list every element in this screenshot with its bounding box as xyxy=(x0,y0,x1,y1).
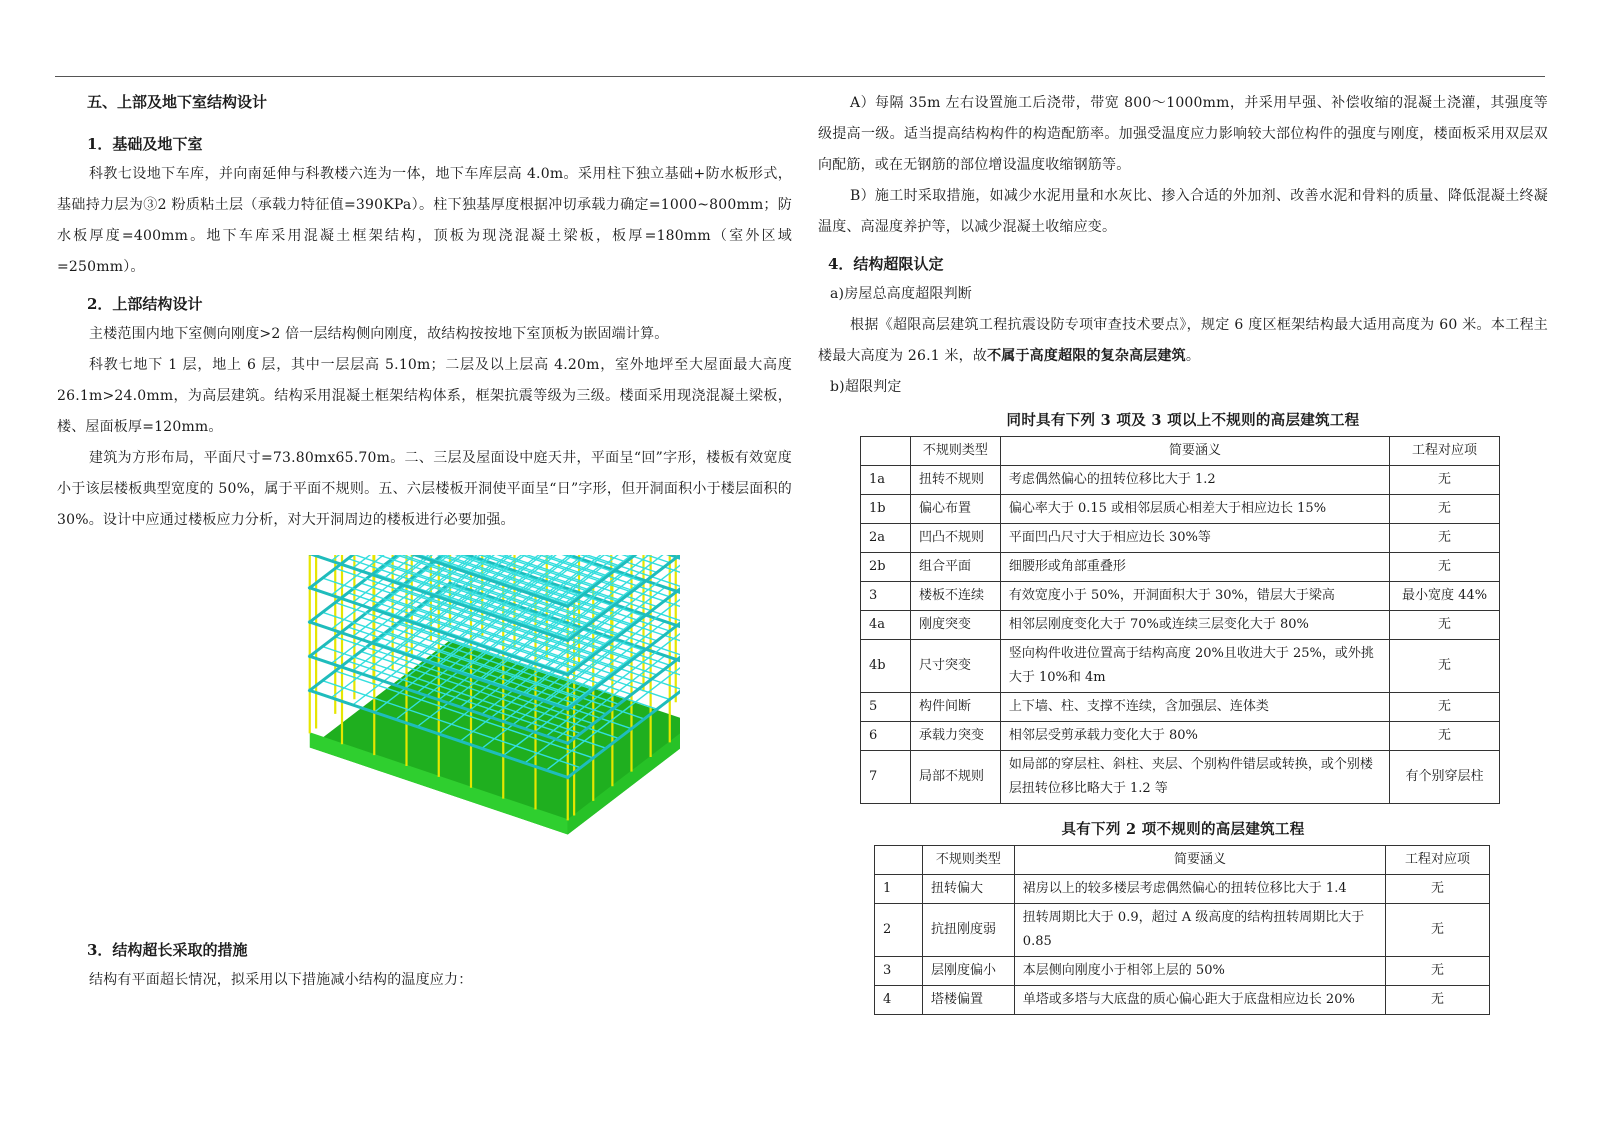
table1-cell: 细腰形或角部重叠形 xyxy=(1000,553,1389,582)
frame-model-icon xyxy=(310,555,680,834)
table2-cell: 1 xyxy=(875,875,923,904)
table2-cell: 3 xyxy=(875,957,923,986)
section-title: 五、上部及地下室结构设计 xyxy=(87,93,268,111)
table1-cell: 7 xyxy=(861,751,911,804)
table1-header-cell: 工程对应项 xyxy=(1390,437,1500,466)
table1-cell: 无 xyxy=(1390,611,1500,640)
table1-cell: 相邻层刚度变化大于 70%或连续三层变化大于 80% xyxy=(1000,611,1389,640)
left-column-bottom xyxy=(57,925,792,996)
table1-title: 同时具有下列 3 项及 3 项以上不规则的高层建筑工程 xyxy=(1006,412,1360,429)
table1-cell: 竖向构件收进位置高于结构高度 20%且收进大于 25%，或外挑大于 10%和 4m xyxy=(1000,640,1389,693)
table1-cell: 无 xyxy=(1390,466,1500,495)
s2-p3: 建筑为方形布局，平面尺寸=73.80mx65.70m。二、三层及屋面设中庭天井，平面呈“回”字形，楼板有效宽度小于该层楼板典型宽度的 50%，属于平面不规则。五、六层楼板开洞使平面呈“日”字形，但开洞面积小于楼层面积的 30%。设计中应通过楼板应力分析，对大开洞周边的楼板进行必要加强。 xyxy=(57,450,792,528)
table1-cell: 无 xyxy=(1390,553,1500,582)
table1-cell: 4b xyxy=(861,640,911,693)
s4-a-text-2: 。 xyxy=(1185,348,1201,364)
table1-cell: 无 xyxy=(1390,722,1500,751)
table1-row xyxy=(861,611,1500,640)
s4-title: 4．结构超限认定 xyxy=(828,255,944,273)
table2-row xyxy=(875,904,1490,957)
table1-cell: 相邻层受剪承载力变化大于 80% xyxy=(1000,722,1389,751)
table2-cell: 裙房以上的较多楼层考虑偶然偏心的扭转位移比大于 1.4 xyxy=(1014,875,1385,904)
measure-b: B）施工时采取措施，如减少水泥用量和水灰比、掺入合适的外加剂、改善水泥和骨料的质量、降低混凝土终凝温度、高湿度养护等，以减少混凝土收缩应变。 xyxy=(818,188,1548,235)
table1-cell: 考虑偶然偏心的扭转位移比大于 1.2 xyxy=(1000,466,1389,495)
table2-cell: 扭转偏大 xyxy=(922,875,1014,904)
table2-cell: 无 xyxy=(1386,904,1490,957)
table1-row xyxy=(861,524,1500,553)
left-column xyxy=(57,88,792,536)
table1-cell: 尺寸突变 xyxy=(910,640,1000,693)
table2-row xyxy=(875,875,1490,904)
s3-title: 3．结构超长采取的措施 xyxy=(87,941,248,959)
table1-header-row xyxy=(861,437,1500,466)
table2-cell: 无 xyxy=(1386,986,1490,1015)
s1-title: 1．基础及地下室 xyxy=(87,135,203,153)
table1-header-cell: 不规则类型 xyxy=(910,437,1000,466)
table1-row xyxy=(861,466,1500,495)
table1 xyxy=(860,436,1500,804)
table1-header-cell: 简要涵义 xyxy=(1000,437,1389,466)
table1-cell: 上下墙、柱、支撑不连续，含加强层、连体类 xyxy=(1000,693,1389,722)
table2-cell: 4 xyxy=(875,986,923,1015)
table2-header-row xyxy=(875,846,1490,875)
top-rule xyxy=(55,76,1545,77)
table2-cell: 单塔或多塔与大底盘的质心偏心距大于底盘相应边长 20% xyxy=(1014,986,1385,1015)
table1-cell: 无 xyxy=(1390,640,1500,693)
measure-a: A）每隔 35m 左右设置施工后浇带，带宽 800～1000mm，并采用早强、补偿收缩的混凝土浇灌，其强度等级提高一级。适当提高结构构件的构造配筋率。加强受温度应力影响较大部位构件的强度与刚度，楼面板采用双层双向配筋，或在无钢筋的部位增设温度收缩钢筋等。 xyxy=(818,95,1548,173)
table1-cell: 1a xyxy=(861,466,911,495)
table1-cell: 无 xyxy=(1390,495,1500,524)
table2-cell: 抗扭刚度弱 xyxy=(922,904,1014,957)
table2 xyxy=(874,845,1490,1015)
table1-cell: 偏心率大于 0.15 或相邻层质心相差大于相应边长 15% xyxy=(1000,495,1389,524)
table2-cell: 本层侧向刚度小于相邻上层的 50% xyxy=(1014,957,1385,986)
table2-cell: 层刚度偏小 xyxy=(922,957,1014,986)
table1-row xyxy=(861,495,1500,524)
table1-row xyxy=(861,722,1500,751)
table1-cell: 构件间断 xyxy=(910,693,1000,722)
table1-cell: 凹凸不规则 xyxy=(910,524,1000,553)
table1-cell: 局部不规则 xyxy=(910,751,1000,804)
table1-cell: 3 xyxy=(861,582,911,611)
s4-a-text-1: 根据《超限高层建筑工程抗震设防专项审查技术要点》，规定 6 度区框架结构最大适用高度为 60 米。本工程主楼最大高度为 26.1 米，故 xyxy=(818,317,1548,364)
table1-cell: 承载力突变 xyxy=(910,722,1000,751)
s4-a-conclusion: 不属于高度超限的复杂高层建筑 xyxy=(987,348,1186,364)
table1-cell: 2a xyxy=(861,524,911,553)
table1-cell: 刚度突变 xyxy=(910,611,1000,640)
table1-cell: 2b xyxy=(861,553,911,582)
s2-p1: 主楼范围内地下室侧向刚度>2 倍一层结构侧向刚度，故结构按按地下室顶板为嵌固端计算。 xyxy=(89,326,669,342)
s4-a-para xyxy=(818,310,1548,372)
table2-cell: 塔楼偏置 xyxy=(922,986,1014,1015)
table1-cell: 有个别穿层柱 xyxy=(1390,751,1500,804)
table2-cell: 无 xyxy=(1386,957,1490,986)
table1-cell: 扭转不规则 xyxy=(910,466,1000,495)
s4-b-label: b)超限判定 xyxy=(830,379,902,395)
structural-model-figure xyxy=(150,555,680,935)
table1-cell: 组合平面 xyxy=(910,553,1000,582)
s1-para: 科教七设地下车库，并向南延伸与科教楼六连为一体，地下车库层高 4.0m。采用柱下独立基础+防水板形式，基础持力层为③2 粉质粘土层（承载力特征值=390KPa）。柱下独基厚度根据冲切承载力确定=1000~800mm；防水板厚度=400mm。地下车库采用混凝土框架结构，顶板为现浇混凝土梁板，板厚=180mm（室外区域=250mm）。 xyxy=(57,166,792,275)
table1-row xyxy=(861,751,1500,804)
table1-cell: 5 xyxy=(861,693,911,722)
table1-row xyxy=(861,640,1500,693)
table1-cell: 有效宽度小于 50%，开洞面积大于 30%，错层大于梁高 xyxy=(1000,582,1389,611)
table2-title: 具有下列 2 项不规则的高层建筑工程 xyxy=(1061,821,1305,838)
table1-row xyxy=(861,693,1500,722)
table2-header-cell: 工程对应项 xyxy=(1386,846,1490,875)
table1-cell: 6 xyxy=(861,722,911,751)
table2-header-cell: 不规则类型 xyxy=(922,846,1014,875)
table2-cell: 2 xyxy=(875,904,923,957)
table2-header-cell: 简要涵义 xyxy=(1014,846,1385,875)
right-column xyxy=(818,88,1548,1015)
table2-cell: 扭转周期比大于 0.9，超过 A 级高度的结构扭转周期比大于 0.85 xyxy=(1014,904,1385,957)
s2-p2: 科教七地下 1 层，地上 6 层，其中一层层高 5.10m；二层及以上层高 4.20m，室外地坪至大屋面最大高度 26.1m>24.0mm，为高层建筑。结构采用混凝土框架结构体系，框架抗震等级为三级。楼面采用现浇混凝土梁板，楼、屋面板厚=120mm。 xyxy=(57,357,792,435)
s2-title: 2．上部结构设计 xyxy=(87,295,203,313)
table1-cell: 无 xyxy=(1390,524,1500,553)
table1-cell: 平面凹凸尺寸大于相应边长 30%等 xyxy=(1000,524,1389,553)
table2-header-cell xyxy=(875,846,923,875)
table2-row xyxy=(875,957,1490,986)
table1-cell: 最小宽度 44% xyxy=(1390,582,1500,611)
table1-cell: 4a xyxy=(861,611,911,640)
table2-cell: 无 xyxy=(1386,875,1490,904)
s3-para: 结构有平面超长情况，拟采用以下措施减小结构的温度应力： xyxy=(89,972,473,988)
table1-row xyxy=(861,553,1500,582)
s4-a-label: a)房屋总高度超限判断 xyxy=(830,286,973,302)
table1-cell: 无 xyxy=(1390,693,1500,722)
table1-cell: 如局部的穿层柱、斜柱、夹层、个别构件错层或转换，或个别楼层扭转位移比略大于 1.2 等 xyxy=(1000,751,1389,804)
table1-cell: 偏心布置 xyxy=(910,495,1000,524)
table2-row xyxy=(875,986,1490,1015)
table1-header-cell xyxy=(861,437,911,466)
table1-cell: 楼板不连续 xyxy=(910,582,1000,611)
table1-cell: 1b xyxy=(861,495,911,524)
table1-row xyxy=(861,582,1500,611)
